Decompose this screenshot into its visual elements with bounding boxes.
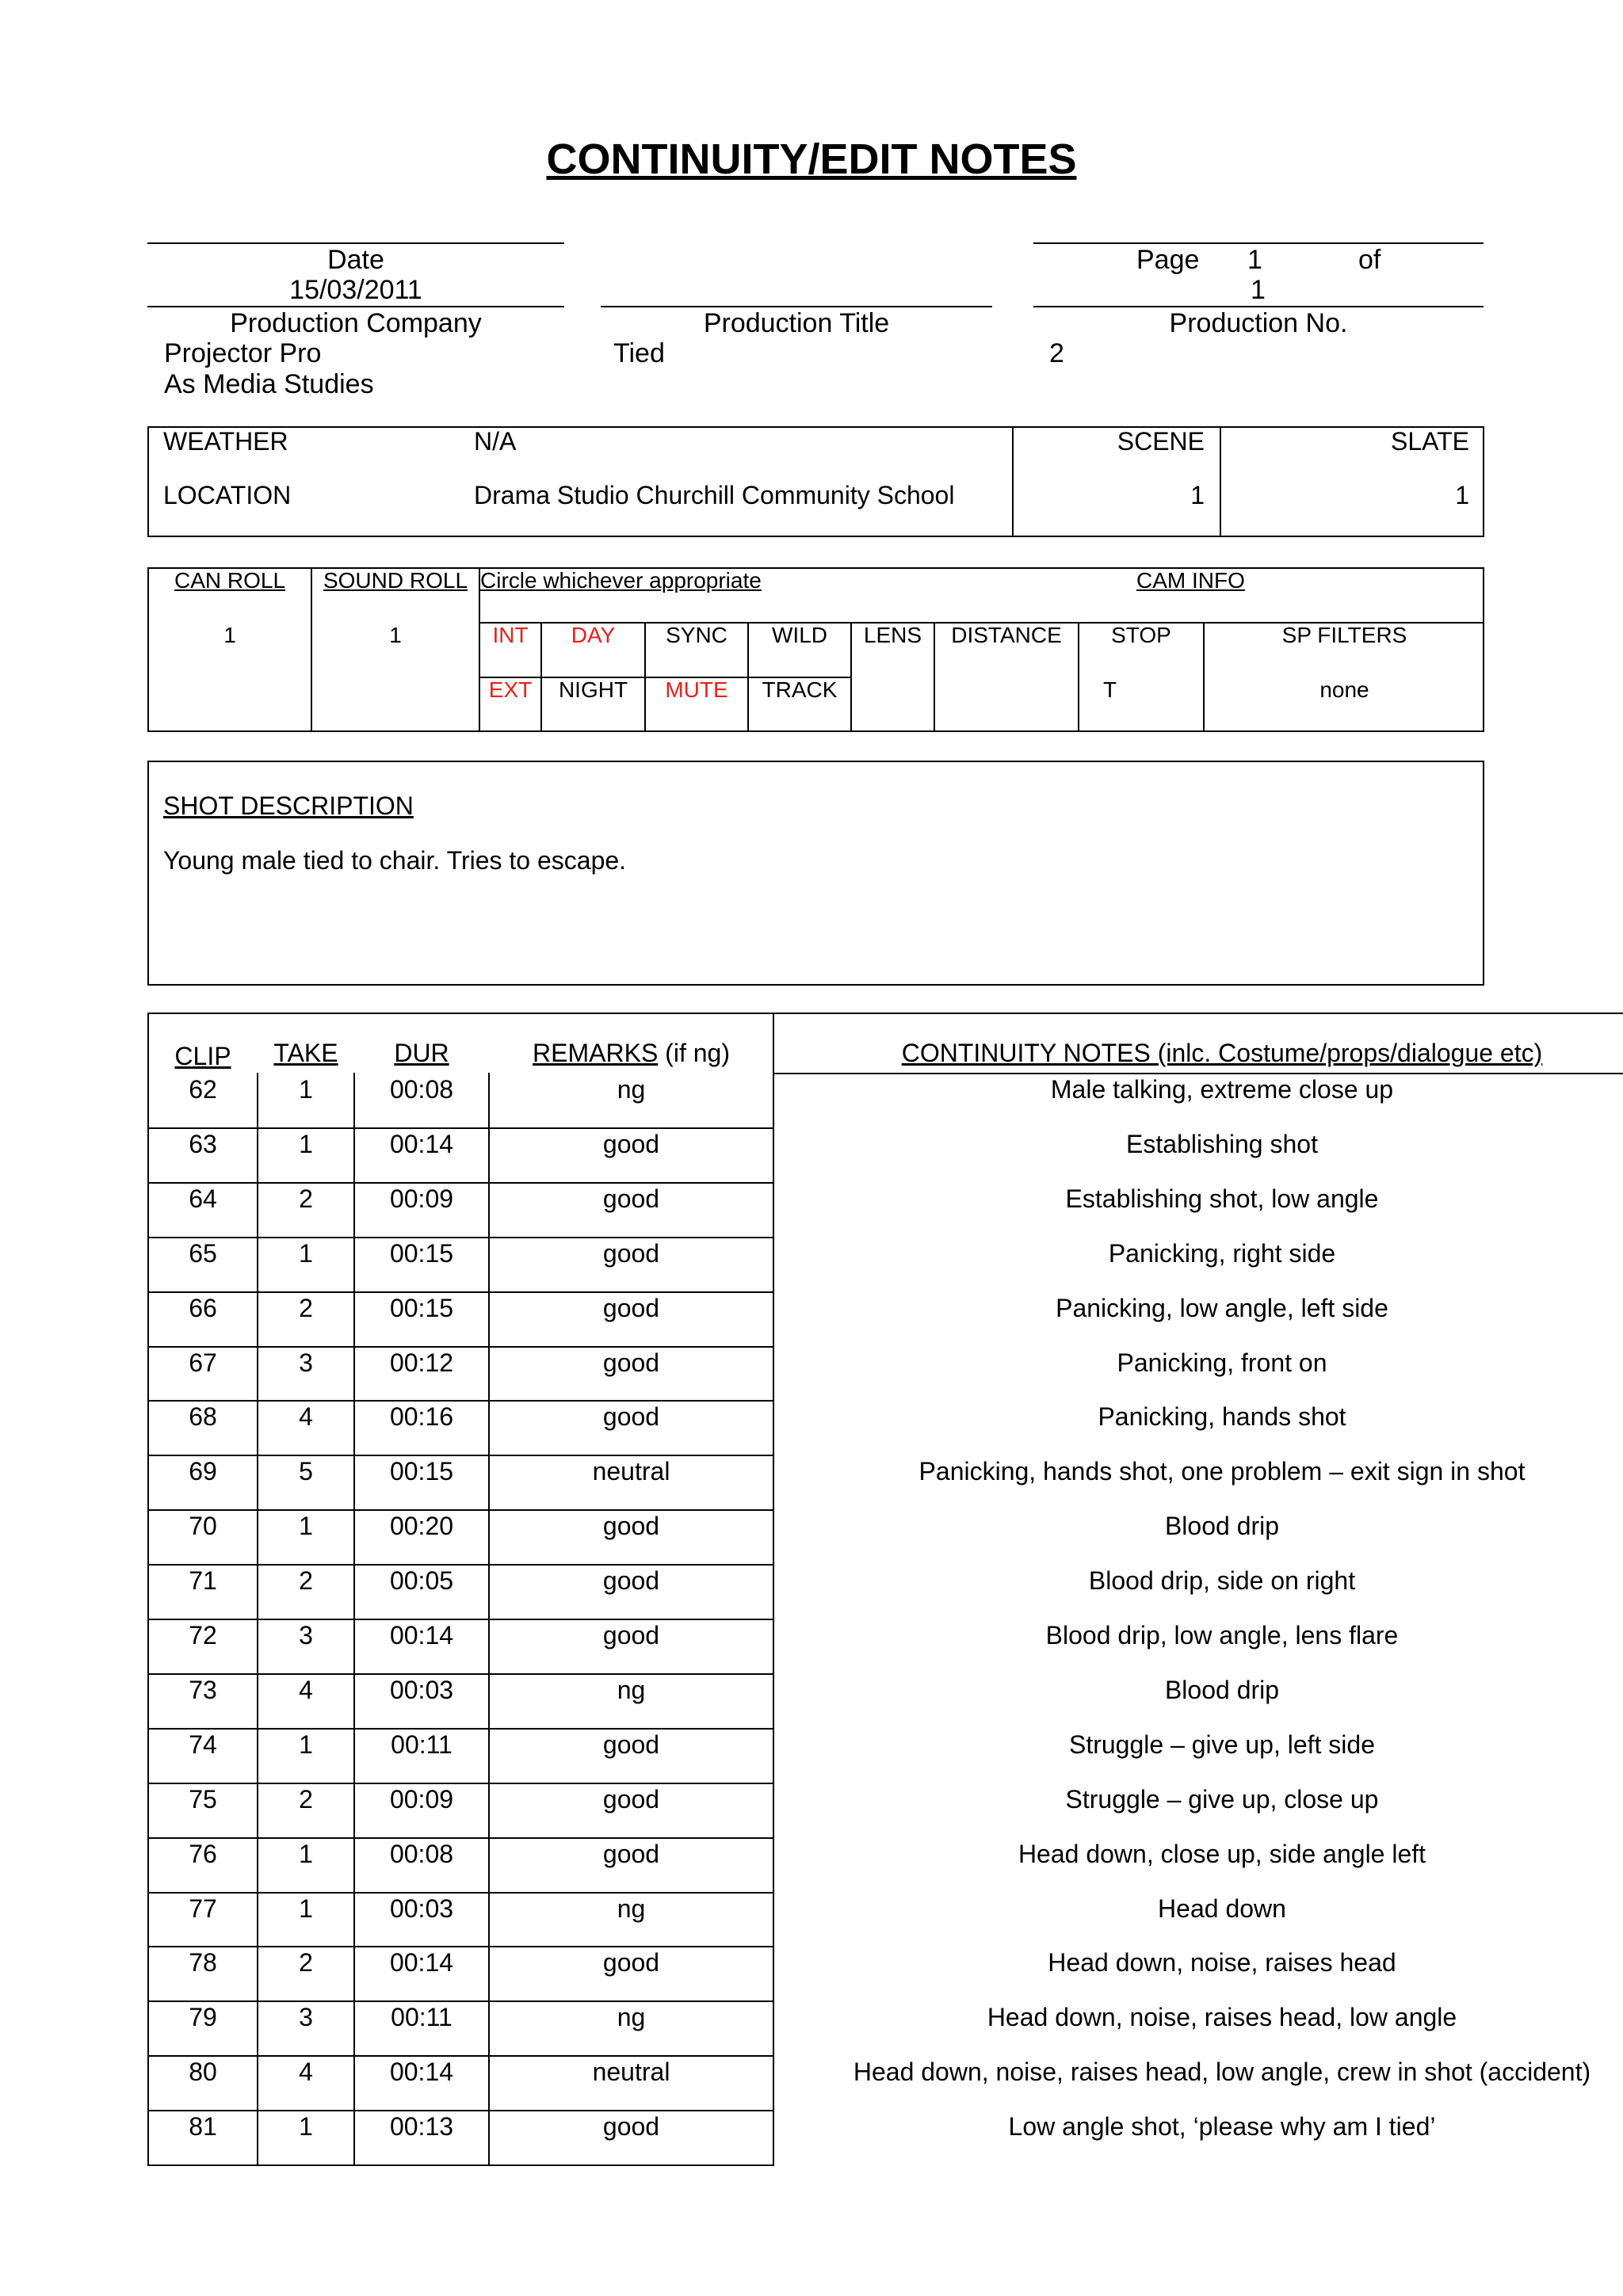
cell-dur: 00:03 (389, 1676, 454, 1704)
production-title-label: Production Title (703, 308, 890, 338)
cell-remarks: good (602, 1948, 660, 1977)
cell-dur: 00:14 (389, 2058, 454, 2086)
take-header: TAKE (273, 1039, 338, 1067)
cell-remarks: good (602, 1730, 660, 1759)
night-option: NIGHT (558, 677, 628, 702)
cell-notes: Blood drip, low angle, lens flare (1045, 1621, 1399, 1650)
cell-clip: 64 (189, 1184, 217, 1213)
cell-dur: 00:15 (389, 1239, 454, 1268)
cell-clip: 80 (189, 2058, 217, 2086)
date-label: Date (327, 245, 384, 275)
cell-dur: 00:12 (389, 1348, 454, 1377)
cell-remarks: good (602, 1348, 660, 1377)
can-roll-value: 1 (223, 623, 236, 647)
slate-value: 1 (1455, 481, 1469, 509)
cell-take: 1 (299, 1730, 313, 1759)
cell-dur: 00:11 (391, 1730, 453, 1759)
cell-remarks: good (602, 1130, 660, 1158)
sp-filters-value: none (1319, 677, 1369, 702)
cell-clip: 78 (189, 1948, 217, 1977)
cell-take: 3 (299, 2003, 313, 2031)
sp-filters-label: SP FILTERS (1281, 623, 1407, 647)
cell-remarks: good (602, 1840, 660, 1868)
slate-label: SLATE (1391, 427, 1469, 456)
cell-remarks: good (602, 2112, 660, 2141)
wild-option: WILD (772, 623, 827, 647)
cell-dur: 00:20 (389, 1512, 454, 1540)
cell-clip: 72 (189, 1621, 217, 1650)
cell-dur: 00:13 (389, 2112, 454, 2141)
cell-notes: Head down, noise, raises head, low angle (987, 2003, 1457, 2031)
shot-description-label: SHOT DESCRIPTION (163, 791, 414, 820)
cell-clip: 68 (189, 1402, 217, 1431)
company-label: Production Company (230, 308, 482, 338)
scene-label: SCENE (1117, 427, 1205, 456)
cell-clip: 74 (189, 1730, 217, 1759)
cell-clip: 70 (189, 1512, 217, 1540)
cell-take: 1 (299, 1840, 313, 1868)
cell-clip: 77 (189, 1894, 217, 1923)
cell-notes: Head down (1158, 1894, 1286, 1923)
mute-option: MUTE (665, 677, 728, 702)
cell-dur: 00:15 (389, 1457, 454, 1486)
cell-clip: 69 (189, 1457, 217, 1486)
cell-take: 3 (299, 1348, 313, 1377)
cell-take: 1 (299, 1894, 313, 1923)
stop-label: STOP (1111, 623, 1171, 647)
cell-clip: 81 (189, 2112, 217, 2141)
distance-label: DISTANCE (951, 623, 1062, 647)
cell-notes: Blood drip (1164, 1512, 1280, 1540)
sound-roll-label: SOUND ROLL (323, 568, 468, 593)
cell-notes: Struggle – give up, left side (1068, 1730, 1375, 1759)
cell-remarks: neutral (592, 2058, 670, 2086)
cell-notes: Head down, noise, raises head, low angle, crew in shot (accident) (853, 2058, 1591, 2086)
circle-instruction: Circle whichever appropriate (480, 568, 762, 593)
cell-take: 4 (299, 2058, 313, 2086)
cell-notes: Struggle – give up, close up (1065, 1785, 1379, 1814)
weather-value: N/A (474, 427, 517, 456)
cell-take: 1 (299, 2112, 313, 2141)
cell-notes: Establishing shot, low angle (1065, 1184, 1379, 1213)
cell-dur: 00:14 (389, 1948, 454, 1977)
cell-dur: 00:08 (389, 1075, 454, 1104)
cell-dur: 00:14 (389, 1130, 454, 1158)
cell-take: 4 (299, 1402, 313, 1431)
day-option: DAY (571, 623, 616, 647)
sound-roll-value: 1 (389, 623, 402, 647)
lens-label: LENS (863, 623, 922, 647)
cell-dur: 00:11 (391, 2003, 453, 2031)
scene-value: 1 (1190, 481, 1205, 509)
cell-take: 4 (299, 1676, 313, 1704)
cell-take: 2 (299, 1294, 313, 1322)
cell-clip: 66 (189, 1294, 217, 1322)
cell-remarks: ng (617, 1894, 646, 1923)
remarks-header-suffix: (if ng) (658, 1039, 730, 1067)
shot-description-text: Young male tied to chair. Tries to escape. (163, 846, 627, 875)
production-number-value: 2 (1049, 338, 1064, 368)
cell-take: 2 (299, 1566, 313, 1595)
cell-remarks: good (602, 1294, 660, 1322)
page-title: CONTINUITY/EDIT NOTES (546, 135, 1077, 183)
remarks-header (490, 1038, 773, 1068)
cell-dur: 00:14 (389, 1621, 454, 1650)
cell-take: 2 (299, 1948, 313, 1977)
cell-notes: Head down, close up, side angle left (1018, 1840, 1426, 1868)
page-number: 1 (1247, 245, 1262, 275)
cell-notes: Panicking, hands shot, one problem – exit sign in shot (918, 1457, 1526, 1486)
cell-take: 2 (299, 1785, 313, 1814)
cell-notes: Panicking, low angle, left side (1056, 1294, 1388, 1322)
cell-take: 1 (299, 1130, 313, 1158)
production-title-value: Tied (613, 338, 665, 368)
cell-take: 1 (299, 1239, 313, 1268)
cell-dur: 00:09 (389, 1785, 454, 1814)
cell-clip: 76 (189, 1840, 217, 1868)
cell-notes: Head down, noise, raises head (1048, 1948, 1396, 1977)
int-option: INT (492, 623, 529, 647)
ext-option: EXT (488, 677, 533, 702)
cell-clip: 79 (189, 2003, 217, 2031)
page-of: of (1358, 245, 1381, 275)
cell-remarks: ng (617, 1676, 646, 1704)
weather-label: WEATHER (163, 427, 288, 456)
page-label: Page (1136, 245, 1200, 275)
page-total: 1 (1251, 275, 1266, 305)
date-value: 15/03/2011 (289, 275, 422, 305)
cell-dur: 00:16 (389, 1402, 454, 1431)
cell-remarks: good (602, 1566, 660, 1595)
divider (1220, 426, 1221, 537)
cell-clip: 63 (189, 1130, 217, 1158)
cell-notes: Blood drip (1164, 1676, 1280, 1704)
cell-clip: 62 (189, 1075, 217, 1104)
cell-notes: Blood drip, side on right (1088, 1566, 1356, 1595)
cell-notes: Low angle shot, ‘please why am I tied’ (1008, 2112, 1436, 2141)
cell-take: 2 (299, 1184, 313, 1213)
rule (773, 1013, 1623, 1014)
cell-dur: 00:15 (389, 1294, 454, 1322)
remarks-header-text: REMARKS (533, 1039, 659, 1067)
cell-clip: 73 (189, 1676, 217, 1704)
cell-take: 1 (299, 1075, 313, 1104)
cell-clip: 65 (189, 1239, 217, 1268)
notes-header: CONTINUITY NOTES (inlc. Costume/props/dialogue etc) (901, 1039, 1543, 1067)
location-value: Drama Studio Churchill Community School (474, 481, 955, 509)
clip-header: CLIP (174, 1042, 231, 1070)
cell-dur: 00:05 (389, 1566, 454, 1595)
cell-dur: 00:08 (389, 1840, 454, 1868)
cell-remarks: ng (617, 1075, 646, 1104)
cell-notes: Panicking, hands shot (1098, 1402, 1346, 1431)
cell-remarks: good (602, 1184, 660, 1213)
cell-take: 3 (299, 1621, 313, 1650)
dur-header: DUR (394, 1039, 449, 1067)
cell-clip: 75 (189, 1785, 217, 1814)
cell-notes: Panicking, right side (1108, 1239, 1336, 1268)
cell-remarks: good (602, 1239, 660, 1268)
cell-remarks: good (602, 1402, 660, 1431)
track-option: TRACK (762, 677, 838, 702)
cell-dur: 00:09 (389, 1184, 454, 1213)
cell-clip: 71 (189, 1566, 217, 1595)
cell-notes: Panicking, front on (1117, 1348, 1327, 1377)
cell-take: 1 (299, 1512, 313, 1540)
cell-remarks: neutral (592, 1457, 670, 1486)
cell-take: 5 (299, 1457, 313, 1486)
can-roll-label: CAN ROLL (174, 568, 286, 593)
sync-option: SYNC (666, 623, 727, 647)
divider (1012, 426, 1014, 537)
cell-clip: 67 (189, 1348, 217, 1377)
row-divider (147, 2164, 774, 2166)
cell-dur: 00:03 (389, 1894, 454, 1923)
cell-remarks: ng (617, 2003, 646, 2031)
cell-remarks: good (602, 1785, 660, 1814)
cell-remarks: good (602, 1621, 660, 1650)
production-number-label: Production No. (1169, 308, 1348, 338)
location-label: LOCATION (163, 481, 292, 509)
cell-notes: Establishing shot (1126, 1130, 1318, 1158)
company-line1: Projector Pro (164, 338, 322, 368)
company-line2: As Media Studies (164, 369, 374, 399)
stop-value: T (1103, 677, 1117, 702)
cam-info-label: CAM INFO (1136, 568, 1245, 593)
cell-notes: Male talking, extreme close up (1050, 1075, 1394, 1104)
cell-remarks: good (602, 1512, 660, 1540)
